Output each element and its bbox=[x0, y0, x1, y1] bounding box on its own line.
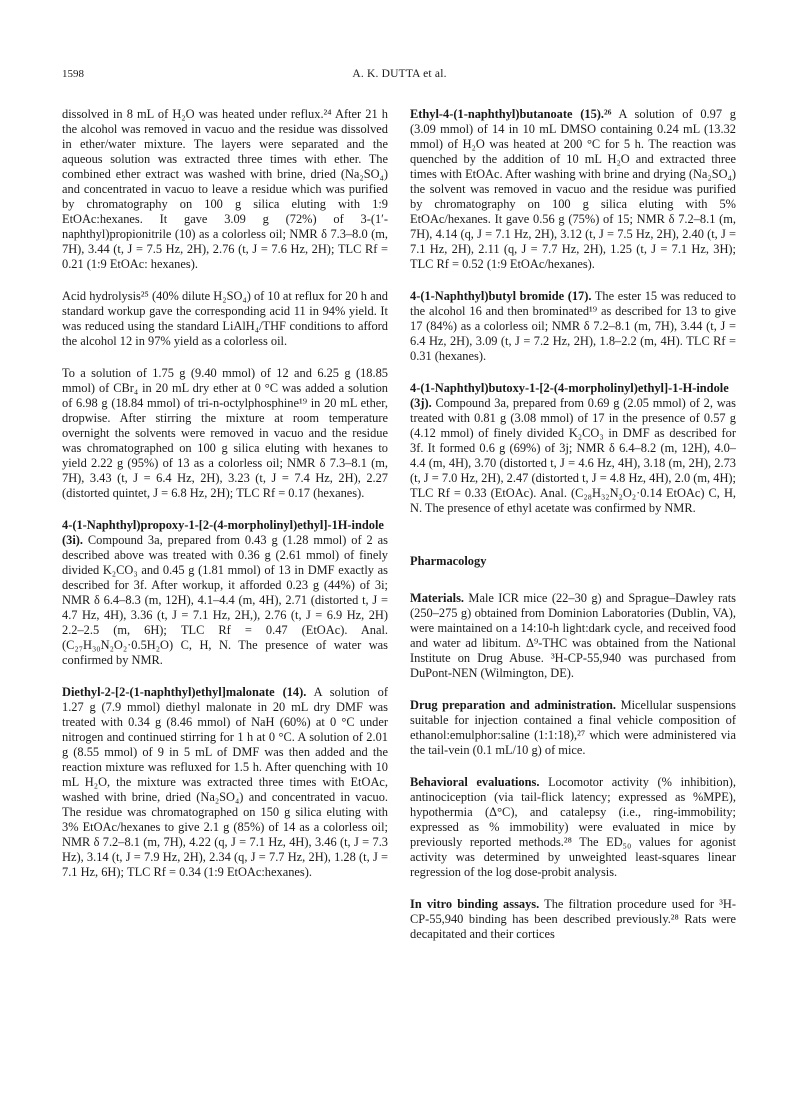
compound-3i-body: Compound 3a, prepared from 0.43 g (1.28 mmol) of 2 as described above was treated with 0.36 g (2.61 mmol) of finely divided K₂CO₃ and 0.45 g (1.81 mmol) of 13 in DMF exactly as described for 3f. After workup, it afforded 0.23 g (44%) of 3i; NMR δ 6.4–8.3 (m, 12H), 4.1–4.4 (m, 4H), 2.71 (distorted t, J = 4.7 Hz, 4H), 3.36 (t, J = 7.1 Hz, 2H,), 2.76 (t, J = 6.9 Hz, 2H) 2.2–2.5 (m, 6H); TLC Rf = 0.47 (EtOAc). Anal. (C₂₇H₃₀N₂O₂·0.5H₂O) C, H, N. The presence of water was confirmed by NMR. bbox=[62, 533, 388, 667]
paragraph-drug-preparation bbox=[410, 698, 736, 758]
running-head: A. K. DUTTA et al. bbox=[352, 68, 447, 80]
compound-14-body: A solution of 1.27 g (7.9 mmol) diethyl malonate in 20 mL dry DMF was treated with 0.34 g (8.46 mmol) of NaH (60%) at 0 °C under nitrogen and continued stirring for 1 h at 0 °C. A solution of 2.01 g (8.55 mmol) of 9 in 5 mL of DMF was then added and the reaction mixture was refluxed for 1.5 h. After quenching with 10 mL H₂O, the mixture was extracted three times with EtOAc, washed with brine, dried (Na₂SO₄) and concentrated in vacuo. The residue was chromatographed on 150 g silica eluting with 3% EtOAc/hexanes to give 2.1 g (85%) of 14 as a colorless oil; NMR δ 7.2–8.1 (m, 7H), 4.22 (q, J = 7.1 Hz, 4H), 3.46 (t, J = 7.3 Hz), 3.14 (t, J = 7.9 Hz, 2H), 2.34 (q, J = 7.7 Hz, 2H), 1.28 (t, J = 7.1 Hz, 6H); TLC Rf = 0.34 (1:9 EtOAc:hexanes). bbox=[62, 685, 388, 879]
paragraph-binding-assays bbox=[410, 897, 736, 942]
paragraph-compound-3j bbox=[410, 381, 736, 516]
behavioral-evaluations-title: Behavioral evaluations. bbox=[410, 775, 540, 789]
paragraph-nitrile-synthesis: dissolved in 8 mL of H₂O was heated under reflux.²⁴ After 21 h the alcohol was removed in vacuo and the residue was dissolved in ether/water mixture. The layers were separated and the aqueous solution was extracted three times with ether. The combined ether extract was washed with brine, dried (Na₂SO₄) and concentrated in vacuo to leave a residue which was purified by chromatography on 100 g silica eluting with 1:9 EtOAc:hexanes. It gave 3.09 g (72%) of 3-(1′-naphthyl)propionitrile (10) as a colorless oil; NMR δ 7.3–8.0 (m, 7H), 3.44 (t, J = 7.5 Hz, 2H), 2.76 (t, J = 7.6 Hz, 2H); TLC Rf = 0.21 (1:9 EtOAc: hexanes). bbox=[62, 107, 388, 271]
materials-title: Materials. bbox=[410, 591, 465, 605]
compound-17-body: The ester 15 was reduced to the alcohol 16 and then brominated¹⁹ as described for 13 to give 17 (84%) as a colorless oil; NMR δ 7.2–8.1 (m, 7H), 3.44 (t, J = 6.4 Hz, 2H), 3.09 (t, J = 7.2 Hz, 2H), 1.8–2.2 (m, 4H). TLC Rf = 0.31 (hexanes). bbox=[410, 289, 737, 363]
drug-preparation-body: Micellular suspensions suitable for injection contained a final vehicle composition of ethanol:emulphor:saline (1:1:18),²⁷ which were administered via the tail-vein (0.1 mL/10 g) of mice. bbox=[410, 698, 736, 757]
behavioral-evaluations-body: Locomotor activity (% inhibition), antinociception (via tail-flick latency; expressed as %MPE), hypothermia (Δ°C), and catalepsy (i.e., ring-immobility; expressed as % immobility) were evaluated in mice by previously reported methods.²⁸ The ED₅₀ values for agonist activity was determined by unweighted least-squares linear regression of the log dose-probit analysis. bbox=[410, 775, 736, 879]
paragraph-materials bbox=[410, 591, 736, 681]
page-number: 1598 bbox=[62, 68, 84, 80]
binding-assays-title: In vitro binding assays. bbox=[410, 897, 540, 911]
compound-17-title: 4-(1-Naphthyl)butyl bromide (17). bbox=[410, 289, 592, 303]
compound-3j-body: Compound 3a, prepared from 0.69 g (2.05 mmol) of 2, was treated with 0.81 g (3.08 mmol) of 17 in the presence of 0.57 g (4.12 mmol) of finely divided K₂CO₃ in DMF as described for 3f. It formed 0.6 g (69%) of 3j; NMR δ 6.4–8.2 (m, 12H), 4.0–4.4 (m, 4H), 3.70 (distorted t, J = 4.6 Hz, 4H), 3.18 (m, 2H), 2.73 (t, J = 7.0 Hz, 2H), 2.47 (distorted t, J = 4.8 Hz, 4H), 2.0 (m, 4H); TLC Rf = 0.33 (EtOAc). Anal. (C₂₈H₃₂N₂O₂·0.14 EtOAc) C, H, N. The presence of ethyl acetate was confirmed by NMR. bbox=[410, 396, 736, 515]
paragraph-compound-17 bbox=[410, 289, 736, 364]
binding-assays-body: The filtration procedure used for ³H-CP-55,940 binding has been described previously.²⁸ Rats were decapitated and their cortices bbox=[410, 897, 736, 941]
paragraph-compound-3i bbox=[62, 518, 388, 668]
compound-15-body: A solution of 0.97 g (3.09 mmol) of 14 in 10 mL DMSO containing 0.24 mL (13.32 mmol) of H₂O was heated at 200 °C for 5 h. The reaction was quenched by the addition of 10 mL H₂O and extracted three times with EtOAc. After washing with brine and drying (Na₂SO₄) the solvent was removed in vacuo and the residue was purified by chromatography on 100 g silica eluting with 5% EtOAc/hexanes. It gave 0.56 g (75%) of 15; NMR δ 7.2–8.1 (m, 7H), 4.14 (q, J = 7.1 Hz, 2H), 3.12 (t, J = 7.5 Hz, 2H), 2.40 (t, J = 7.1 Hz, 2H), 2.11 (q, J = 7.7 Hz, 2H), 1.25 (t, J = 7.1 Hz, 3H); TLC Rf = 0.52 (1:9 EtOAc/hexanes). bbox=[410, 107, 736, 271]
section-heading-pharmacology: Pharmacology bbox=[410, 554, 487, 568]
paragraph-behavioral-evaluations bbox=[410, 775, 736, 880]
left-column bbox=[62, 107, 388, 897]
compound-3i-title: 4-(1-Naphthyl)propoxy-1-[2-(4-morpholinyl)ethyl]-1H-indole (3i). bbox=[62, 518, 384, 547]
page-header bbox=[62, 68, 737, 84]
materials-body: Male ICR mice (22–30 g) and Sprague–Dawley rats (250–275 g) obtained from Dominion Laboratories (Dublin, VA), were maintained on a 14:10-h light:dark cycle, and received food and water ad libitum. Δ⁹-THC was obtained from the National Institute on Drug Abuse. ³H-CP-55,940 was purchased from DuPont-NEN (Wilmington, DE). bbox=[410, 591, 736, 680]
compound-15-title: Ethyl-4-(1-naphthyl)butanoate (15).²⁶ bbox=[410, 107, 612, 121]
right-column bbox=[410, 107, 736, 959]
paragraph-compound-14 bbox=[62, 685, 388, 880]
compound-14-title: Diethyl-2-[2-(1-naphthyl)ethyl]malonate (14). bbox=[62, 685, 307, 699]
compound-3j-title: 4-(1-Naphthyl)butoxy-1-[2-(4-morpholinyl)ethyl]-1-H-indole (3j). bbox=[410, 381, 729, 410]
paragraph-compound-15 bbox=[410, 107, 736, 272]
drug-preparation-title: Drug preparation and administration. bbox=[410, 698, 616, 712]
paragraph-bromide-13-synthesis: To a solution of 1.75 g (9.40 mmol) of 12 and 6.25 g (18.85 mmol) of CBr₄ in 20 mL dry ether at 0 °C was added a solution of 6.98 g (18.84 mmol) of tri-n-octylphosphine¹⁹ in 20 mL ether, dropwise. After stirring the mixture at room temperature overnight the solvents were removed in vacuo and the residue was chromatographed on 100 g silica eluting with hexanes to yield 2.22 g (95%) of 13 as a colorless oil; NMR δ 7.3–8.1 (m, 7H), 3.43 (t, J = 6.4 Hz, 2H), 3.23 (t, J = 7.4 Hz, 2H), 2.27 (distorted quintet, J = 6.8 Hz, 2H); TLC Rf = 0.17 (hexanes). bbox=[62, 366, 388, 500]
paragraph-acid-hydrolysis: Acid hydrolysis²⁵ (40% dilute H₂SO₄) of 10 at reflux for 20 h and standard workup gave the corresponding acid 11 in 94% yield. It was reduced using the standard LiAlH₄/THF conditions to afford the alcohol 12 in 97% yield as a colorless oil. bbox=[62, 289, 388, 348]
